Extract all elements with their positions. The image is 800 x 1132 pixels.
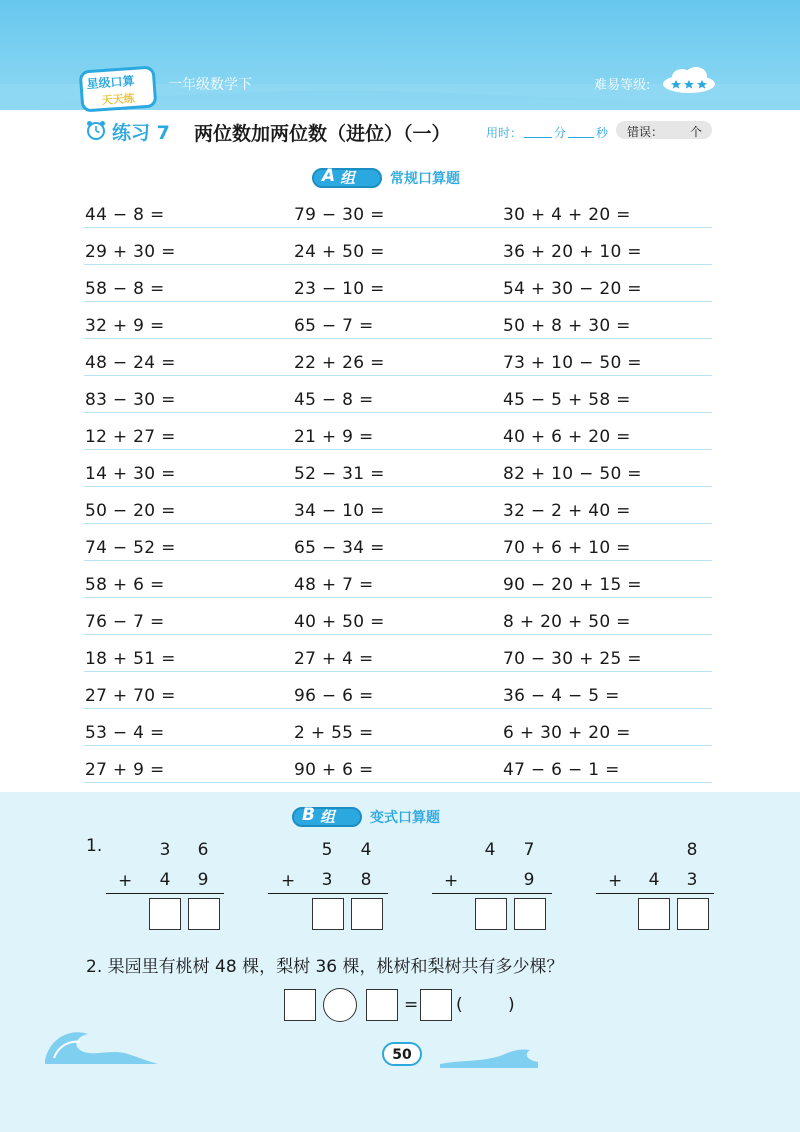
arithmetic-problem: 29 + 30 = [85, 242, 176, 262]
group-a-letter: A [322, 166, 336, 186]
errors-label: 错误： [627, 125, 664, 139]
sum-line [106, 893, 224, 894]
row-divider [84, 338, 712, 339]
arithmetic-problem: 96 − 6 = [294, 686, 374, 706]
equals-sign: = [404, 995, 419, 1015]
arithmetic-problem: 23 − 10 = [294, 279, 385, 299]
row-divider [84, 782, 712, 783]
plus-sign: + [608, 871, 623, 891]
row-divider [84, 264, 712, 265]
arithmetic-problem: 40 + 6 + 20 = [503, 427, 631, 447]
addend-digit: 9 [197, 870, 209, 890]
page-number: 50 [392, 1047, 412, 1063]
row-divider [84, 708, 712, 709]
arithmetic-problem: 82 + 10 − 50 = [503, 464, 642, 484]
arithmetic-problem: 34 − 10 = [294, 501, 385, 521]
arithmetic-problem: 27 + 70 = [85, 686, 176, 706]
plus-sign: + [281, 871, 296, 891]
answer-box-tens[interactable] [312, 898, 344, 930]
arithmetic-problem: 32 + 9 = [85, 316, 165, 336]
arithmetic-problem: 45 − 5 + 58 = [503, 390, 631, 410]
arithmetic-problem: 48 − 24 = [85, 353, 176, 373]
arithmetic-problem: 32 − 2 + 40 = [503, 501, 631, 521]
sum-line [596, 893, 714, 894]
group-b-title: 变式口算题 [370, 810, 440, 826]
answer-box-tens[interactable] [149, 898, 181, 930]
arithmetic-problem: 53 − 4 = [85, 723, 165, 743]
row-divider [84, 560, 712, 561]
plus-sign: + [118, 871, 133, 891]
errors-unit: 个 [690, 125, 703, 139]
addend-digit: 4 [648, 870, 660, 890]
addend-digit: 7 [523, 840, 535, 860]
row-divider [84, 486, 712, 487]
arithmetic-problem: 83 − 30 = [85, 390, 176, 410]
answer-box-ones[interactable] [188, 898, 220, 930]
arithmetic-problem: 36 − 4 − 5 = [503, 686, 620, 706]
arithmetic-problem: 36 + 20 + 10 = [503, 242, 642, 262]
row-divider [84, 301, 712, 302]
arithmetic-problem: 27 + 9 = [85, 760, 165, 780]
addend-digit: 8 [686, 840, 698, 860]
row-divider [84, 745, 712, 746]
group-b-letter: B [302, 805, 315, 825]
difficulty-cloud-icon [662, 66, 716, 94]
wave-right-icon [440, 1042, 540, 1068]
addend-digit: 3 [686, 870, 698, 890]
row-divider [84, 412, 712, 413]
answer-box-ones[interactable] [677, 898, 709, 930]
arithmetic-problem: 54 + 30 − 20 = [503, 279, 642, 299]
seconds-blank[interactable] [568, 137, 594, 138]
logo-main-text: 星级口算 [86, 73, 135, 92]
row-divider [84, 523, 712, 524]
plus-sign: + [444, 871, 459, 891]
arithmetic-problem: 21 + 9 = [294, 427, 374, 447]
arithmetic-problem: 22 + 26 = [294, 353, 385, 373]
answer-box-ones[interactable] [351, 898, 383, 930]
arithmetic-problem: 79 − 30 = [294, 205, 385, 225]
equation-box-result[interactable] [420, 989, 452, 1021]
addend-digit: 3 [159, 840, 171, 860]
equation-box-second-number[interactable] [366, 989, 398, 1021]
time-label: 用时： [486, 126, 523, 140]
row-divider [84, 449, 712, 450]
addend-digit: 6 [197, 840, 209, 860]
arithmetic-problem: 8 + 20 + 50 = [503, 612, 631, 632]
arithmetic-problem: 45 − 8 = [294, 390, 374, 410]
row-divider [84, 597, 712, 598]
series-logo [79, 65, 158, 112]
arithmetic-problem: 24 + 50 = [294, 242, 385, 262]
group-a-tag-text: 组 [340, 169, 356, 187]
addend-digit: 4 [360, 840, 372, 860]
arithmetic-problem: 58 − 8 = [85, 279, 165, 299]
arithmetic-problem: 44 − 8 = [85, 205, 165, 225]
arithmetic-problem: 18 + 51 = [85, 649, 176, 669]
arithmetic-problem: 65 − 7 = [294, 316, 374, 336]
addend-digit: 9 [523, 870, 535, 890]
minutes-blank[interactable] [524, 137, 552, 138]
arithmetic-problem: 90 − 20 + 15 = [503, 575, 642, 595]
answer-box-ones[interactable] [514, 898, 546, 930]
arithmetic-problem: 76 − 7 = [85, 612, 165, 632]
arithmetic-problem: 70 − 30 + 25 = [503, 649, 642, 669]
addend-digit: 4 [159, 870, 171, 890]
arithmetic-problem: 27 + 4 = [294, 649, 374, 669]
answer-box-tens[interactable] [638, 898, 670, 930]
sum-line [432, 893, 552, 894]
arithmetic-problem: 65 − 34 = [294, 538, 385, 558]
unit-paren-open: ( [456, 995, 463, 1015]
lesson-number: 练习 7 [112, 122, 170, 144]
lesson-title: 两位数加两位数（进位）（一） [194, 123, 451, 145]
arithmetic-problem: 50 + 8 + 30 = [503, 316, 631, 336]
arithmetic-problem: 30 + 4 + 20 = [503, 205, 631, 225]
row-divider [84, 671, 712, 672]
arithmetic-problem: 58 + 6 = [85, 575, 165, 595]
arithmetic-problem: 40 + 50 = [294, 612, 385, 632]
arithmetic-problem: 50 − 20 = [85, 501, 176, 521]
question-2-text: 2. 果园里有桃树 48 棵，梨树 36 棵，桃树和梨树共有多少棵？ [86, 957, 564, 977]
addend-digit: 5 [321, 840, 333, 860]
row-divider [84, 227, 712, 228]
arithmetic-problem: 74 − 52 = [85, 538, 176, 558]
addend-digit: 8 [360, 870, 372, 890]
arithmetic-problem: 90 + 6 = [294, 760, 374, 780]
alarm-clock-icon [85, 119, 107, 141]
arithmetic-problem: 70 + 6 + 10 = [503, 538, 631, 558]
equation-box-first-number[interactable] [284, 989, 316, 1021]
book-title: 一年级数学下 [168, 77, 252, 93]
arithmetic-problem: 2 + 55 = [294, 723, 374, 743]
difficulty-label: 难易等级: [594, 78, 651, 93]
arithmetic-problem: 52 − 31 = [294, 464, 385, 484]
row-divider [84, 634, 712, 635]
arithmetic-problem: 12 + 27 = [85, 427, 176, 447]
sum-line [268, 893, 388, 894]
addend-digit: 3 [321, 870, 333, 890]
arithmetic-problem: 48 + 7 = [294, 575, 374, 595]
group-b-tag-text: 组 [320, 808, 336, 826]
seconds-unit: 秒 [596, 126, 609, 140]
arithmetic-problem: 73 + 10 − 50 = [503, 353, 642, 373]
arithmetic-problem: 6 + 30 + 20 = [503, 723, 631, 743]
logo-sub-text: 天天练 [101, 91, 136, 108]
arithmetic-problem: 14 + 30 = [85, 464, 176, 484]
question-1-number: 1. [86, 836, 103, 856]
minutes-unit: 分 [554, 126, 567, 140]
addend-digit: 4 [484, 840, 496, 860]
answer-box-tens[interactable] [475, 898, 507, 930]
row-divider [84, 375, 712, 376]
equation-operator-circle[interactable] [323, 988, 357, 1022]
arithmetic-problem: 47 − 6 − 1 = [503, 760, 620, 780]
unit-paren-close: ) [508, 995, 515, 1015]
page-number-badge [382, 1042, 422, 1066]
group-a-title: 常规口算题 [390, 171, 460, 187]
wave-left-icon [40, 1018, 160, 1068]
